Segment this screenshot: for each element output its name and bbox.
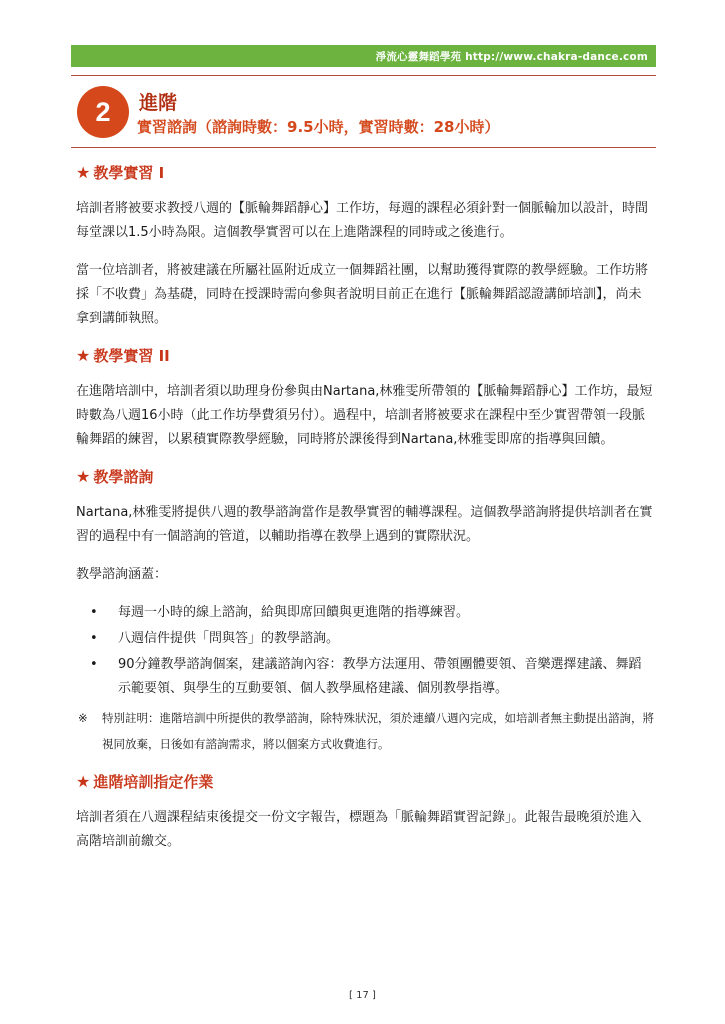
list-item xyxy=(76,653,654,701)
section-title: 進階 xyxy=(139,92,178,114)
section-number-badge: 2 xyxy=(77,86,129,138)
paragraph: 當一位培訓者，將被建議在所屬社區附近成立一個舞蹈社團，以幫助獲得實際的教學經驗。工作坊將採「不收費」為基礎，同時在授課時需向參與者說明目前正在進行【脈輪舞蹈認證講師培訓】，尚未拿到講師執照。 xyxy=(76,263,649,326)
paragraph: 培訓者將被要求教授八週的【脈輪舞蹈靜心】工作坊，每週的課程必須針對一個脈輪加以設計，時間每堂課以1.5小時為限。這個教學實習可以在上進階課程的同時或之後進行。 xyxy=(76,201,649,240)
star-icon: ★ xyxy=(76,467,91,486)
header-divider xyxy=(71,75,656,76)
list-item-text: 每週一小時的線上諮詢，給與即席回饋與更進階的指導練習。 xyxy=(118,605,470,620)
heading-text: 教學實習 I xyxy=(93,164,165,182)
special-note xyxy=(70,705,654,757)
heading-teaching-practice-2 xyxy=(76,345,654,366)
paragraph: 教學諮詢涵蓋： xyxy=(76,567,168,582)
list-item xyxy=(76,627,654,651)
heading-teaching-practice-1 xyxy=(76,162,654,183)
consultation-list xyxy=(76,601,654,701)
heading-text: 教學諮詢 xyxy=(93,468,154,486)
star-icon: ★ xyxy=(76,163,91,182)
note-text: 特別註明：進階培訓中所提供的教學諮詢，除特殊狀況，須於連續八週內完成，如培訓者無主動提出諮詢，將視同放棄，日後如有諮詢需求，將以個案方式收費進行。 xyxy=(102,711,654,751)
section-divider xyxy=(71,147,656,148)
paragraph: 在進階培訓中，培訓者須以助理身份參與由Nartana,林雅雯所帶領的【脈輪舞蹈靜心】工作坊，最短時數為八週16小時（此工作坊學費須另付）。過程中，培訓者將被要求在課程中至少實習帶領一段脈輪舞蹈的練習，以累積實際教學經驗，同時將於課後得到Nartana,林雅雯即席的指導與回饋。 xyxy=(76,384,653,447)
paragraph: Nartana,林雅雯將提供八週的教學諮詢當作是教學實習的輔導課程。這個教學諮詢將提供培訓者在實習的過程中有一個諮詢的管道，以輔助指導在教學上遇到的實際狀況。 xyxy=(76,505,653,544)
bullet-icon: • xyxy=(90,657,98,672)
page-number: [ 17 ] xyxy=(349,990,376,1001)
paragraph: 培訓者須在八週課程結束後提交一份文字報告，標題為「脈輪舞蹈實習記錄」。此報告最晚須於進入高階培訓前繳交。 xyxy=(76,810,642,849)
section-subtitle: 實習諮詢（諮詢時數：9.5小時，實習時數：28小時） xyxy=(137,118,500,136)
heading-teaching-consultation xyxy=(76,466,654,487)
list-item xyxy=(76,601,654,625)
heading-text: 教學實習 II xyxy=(93,347,170,365)
reference-mark-icon: ※ xyxy=(78,711,88,725)
list-item-text: 90分鐘教學諮詢個案，建議諮詢內容：教學方法運用、帶領團體要領、音樂選擇建議、舞蹈示範要領、與學生的互動要領、個人教學風格建議、個別教學指導。 xyxy=(118,657,642,696)
page-content xyxy=(76,162,654,868)
list-item-text: 八週信件提供「問與答」的教學諮詢。 xyxy=(118,631,340,646)
heading-text: 進階培訓指定作業 xyxy=(93,773,214,791)
bullet-icon: • xyxy=(90,631,98,646)
star-icon: ★ xyxy=(76,346,91,365)
heading-assignment xyxy=(76,771,654,792)
star-icon: ★ xyxy=(76,772,91,791)
header-text: 淨流心靈舞蹈學苑 http://www.chakra-dance.com xyxy=(375,50,648,63)
bullet-icon: • xyxy=(90,605,98,620)
header-bar xyxy=(71,45,656,67)
